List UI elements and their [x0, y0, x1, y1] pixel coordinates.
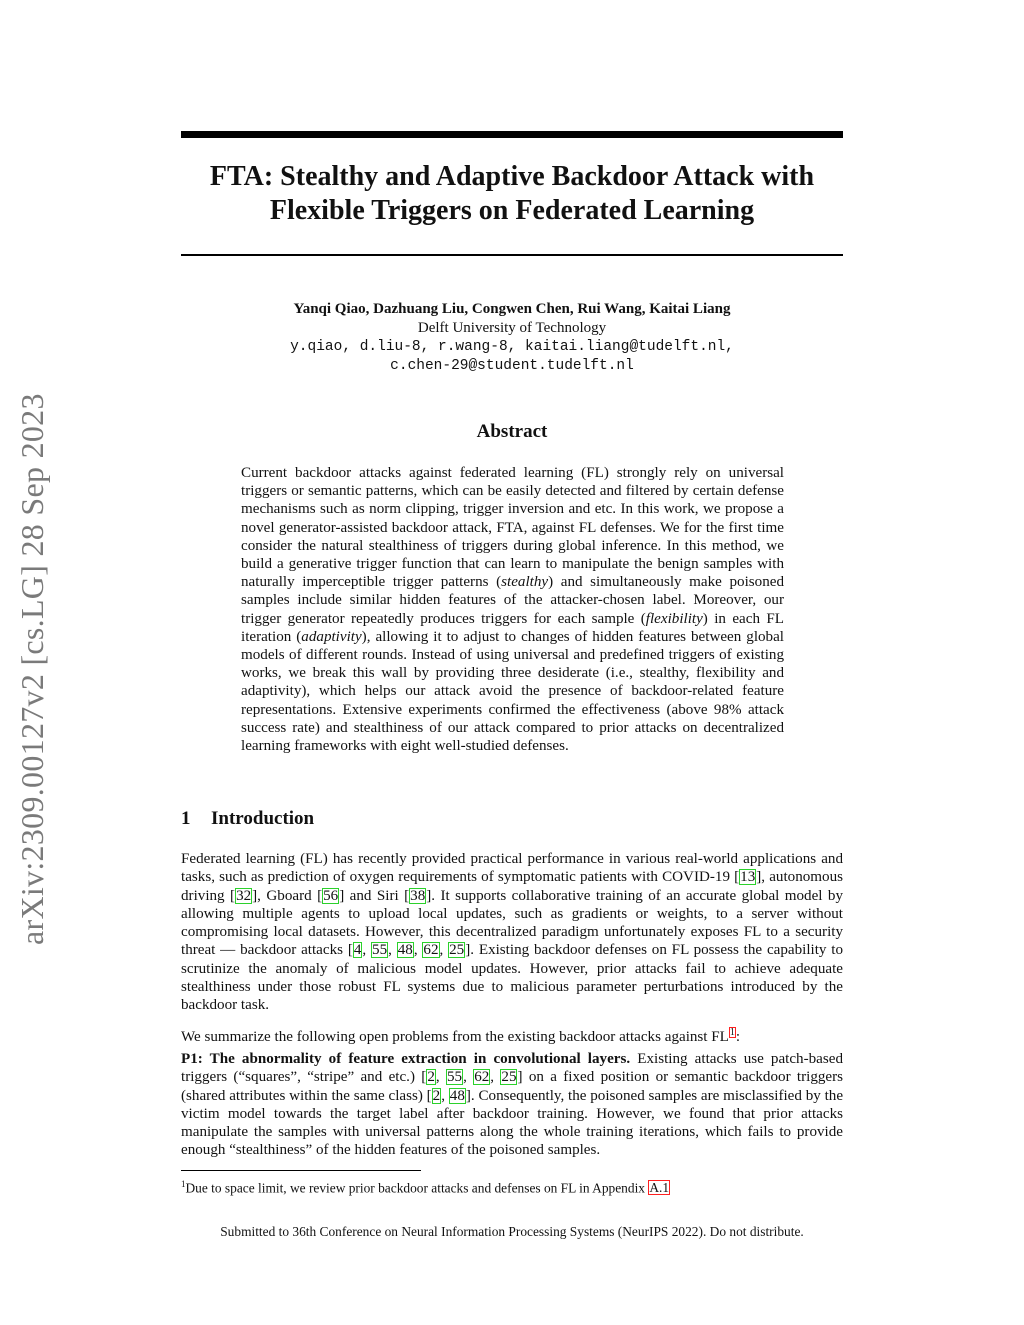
- text-run: ] on a fixed position or semantic backdoor triggers (shared attributes within the same class) [: [181, 1069, 844, 1104]
- intro-paragraph-1: [181, 850, 843, 1015]
- abstract-seg: Current backdoor attacks against federated learning (FL) strongly rely on universal triggers or semantic patterns, which can be easily detected and filtered by certain defense mechanisms such as norm clipping, trigger inversion and etc. In this work, we propose a novel generator-assisted backdoor attack, FTA, against FL defenses. We for the first time consider the natural stealthiness of triggers during global inference. In this method, we build a generative trigger function that can learn to manipulate the benign samples with naturally imperceptible trigger patterns (: [241, 465, 784, 591]
- text-run: Existing attacks use patch-based triggers (“squares”, “stripe” and etc.) [: [181, 1051, 843, 1086]
- citation-link[interactable]: 25: [449, 942, 465, 959]
- footnote-link[interactable]: 1: [729, 1027, 735, 1038]
- abstract-text: [241, 464, 784, 755]
- paper-title: [181, 160, 843, 228]
- citation-link[interactable]: 4: [353, 942, 362, 959]
- separator: ,: [435, 1069, 446, 1086]
- abstract-emphasis: flexibility: [645, 610, 703, 627]
- footnote-mark: 1: [181, 1179, 186, 1189]
- appendix-link[interactable]: A.1: [649, 1180, 670, 1196]
- footnote: [181, 1176, 843, 1196]
- citation-link[interactable]: 55: [372, 942, 388, 959]
- text-run: ]. Existing backdoor defenses on FL possess the capability to scrutinize the anomaly of malicious model updates. However, prior attacks fail to achieve adequate stealthiness under those robust FL systems due to malicious parameter perturbations introduced by the backdoor task.: [181, 942, 844, 1014]
- text-run: Federated learning (FL) has recently provided practical performance in various real-world applications and tasks, such as prediction of oxygen requirements of symptomatic patients with COVID-19 [: [181, 851, 843, 886]
- citation-link[interactable]: 62: [474, 1069, 490, 1086]
- emails-line-1: y.qiao, d.liu-8, r.wang-8, kaitai.liang@tudelft.nl,: [290, 339, 734, 355]
- section-heading-introduction: [181, 808, 314, 830]
- abstract-emphasis: adaptivity: [301, 628, 362, 645]
- section-title: Introduction: [211, 808, 315, 829]
- author-block: [181, 300, 843, 376]
- title-line-1: FTA: Stealthy and Adaptive Backdoor Attack with: [209, 161, 815, 192]
- citation-link[interactable]: 2: [432, 1087, 441, 1104]
- text-run: ]. Consequently, the poisoned samples are misclassified by the victim model towards the target label after backdoor training. However, we found that prior attacks manipulate the samples with universal patterns along the whole training iterations, which fails to provide enough “stealthiness” of the hidden features of the poisoned samples.: [181, 1087, 844, 1159]
- abstract-emphasis: stealthy: [501, 574, 549, 591]
- citation-link[interactable]: 62: [423, 942, 439, 959]
- emails-line-2: c.chen-29@student.tudelft.nl: [390, 358, 634, 374]
- separator: ,: [463, 1069, 474, 1086]
- footnote-rule: [181, 1170, 421, 1171]
- separator: ,: [413, 942, 423, 959]
- arxiv-stamp: arXiv:2309.00127v2 [cs.LG] 28 Sep 2023: [14, 393, 50, 945]
- citation-link[interactable]: 48: [449, 1087, 465, 1104]
- title-bottom-rule: [181, 254, 843, 256]
- affiliation: Delft University of Technology: [417, 320, 607, 336]
- author-names: Yanqi Qiao, Dazhuang Liu, Congwen Chen, Rui Wang, Kaitai Liang: [293, 301, 731, 317]
- abstract-heading: Abstract: [476, 421, 548, 442]
- submission-notice: Submitted to 36th Conference on Neural Information Processing Systems (NeurIPS 2022). Do not distribute.: [220, 1224, 804, 1239]
- text-run: ], autonomous driving [: [181, 869, 843, 904]
- text-run: ] and Siri [: [339, 887, 410, 904]
- abstract-seg: ), allowing it to adjust to changes of hidden features between global models of different rounds. Instead of using universal and predefined triggers of existing works, we break this wall by providing three desiderate (i.e., stealthy, flexibility and adaptivity), which helps our attack avoid the presence of backdoor-related feature representations. Extensive experiments confirmed the effectiveness (above 98% attack success rate) and stealthiness of our attack compared to prior attacks on decentralized learning frameworks with eight well-studied defenses.: [241, 628, 784, 755]
- citation-link[interactable]: 48: [397, 942, 413, 959]
- problem-heading: P1: The abnormality of feature extraction in convolutional layers.: [181, 1051, 631, 1067]
- separator: ,: [388, 942, 397, 959]
- citation-link[interactable]: 56: [323, 887, 339, 904]
- text-run: We summarize the following open problems from the existing backdoor attacks against FL: [181, 1029, 729, 1046]
- section-number: 1: [181, 808, 191, 829]
- citation-link[interactable]: 38: [410, 887, 426, 904]
- citation-link[interactable]: 2: [427, 1069, 435, 1086]
- intro-paragraph-2: [181, 1024, 843, 1046]
- separator: ,: [362, 942, 372, 959]
- citation-link[interactable]: 55: [446, 1069, 463, 1086]
- text-run: ]. It supports collaborative training of an accurate global model by allowing multiple agents to upload local updates, such as gradients or weights, to a server without compromising local datasets. However, this decentralized paradigm unfortunately exposes FL to a security threat — backdoor attacks [: [181, 887, 844, 959]
- separator: ,: [441, 1087, 449, 1104]
- abstract-seg: ) and simultaneously make poisoned samples include similar hidden features of the attacker-chosen label. Moreover, our trigger generator repeatedly produces triggers for each sample (: [241, 574, 784, 627]
- citation-link[interactable]: 32: [236, 887, 252, 904]
- text-run: ], Gboard [: [252, 887, 323, 904]
- citation-link[interactable]: 13: [740, 869, 756, 886]
- separator: ,: [490, 1069, 501, 1086]
- text-run: :: [735, 1029, 741, 1046]
- separator: ,: [439, 942, 449, 959]
- footnote-text: Due to space limit, we review prior backdoor attacks and defenses on FL in Appendix: [185, 1180, 649, 1196]
- title-line-2: Flexible Triggers on Federated Learning: [269, 195, 755, 226]
- citation-link[interactable]: 25: [501, 1069, 517, 1086]
- title-top-rule: [181, 131, 843, 138]
- abstract-seg: ) in each FL iteration (: [241, 610, 784, 645]
- intro-paragraph-3: [181, 1050, 843, 1160]
